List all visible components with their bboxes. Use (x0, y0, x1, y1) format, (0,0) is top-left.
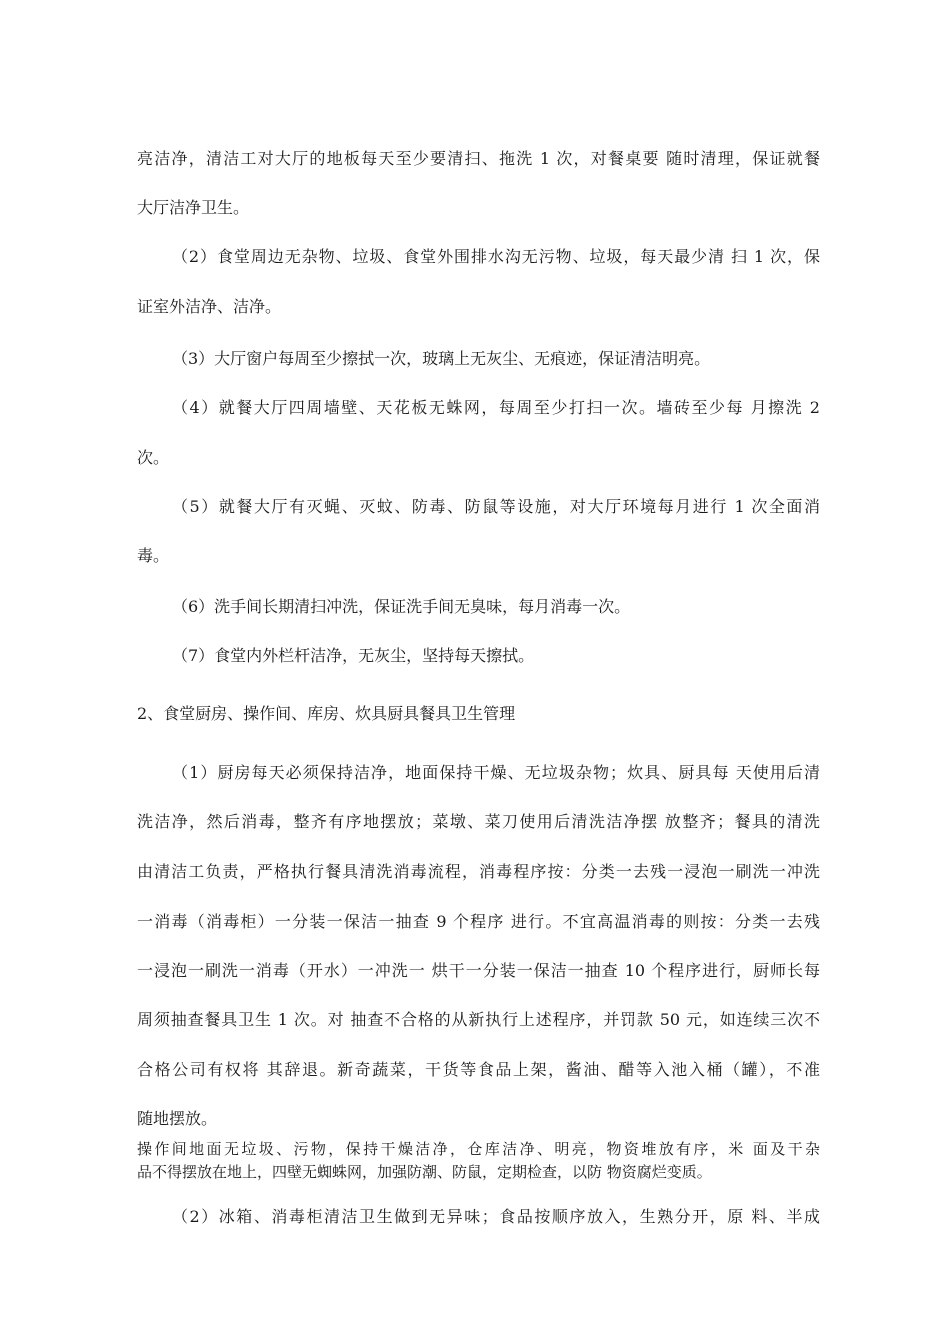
paragraph-line: （3）大厅窗户每周至少擦拭一次，玻璃上无灰尘、无痕迹，保证清洁明亮。 (172, 349, 711, 368)
paragraph-line: 随地摆放。 (137, 1109, 218, 1128)
paragraph-line: （2）食堂周边无杂物、垃圾、食堂外围排水沟无污物、垃圾，每天最少清 扫 1 次，保 (172, 247, 820, 266)
paragraph-line: 一消毒（消毒柜）一分装一保洁一抽查 9 个程序 进行。不宜高温消毒的则按：分类一去残 (137, 912, 820, 931)
paragraph-line: 毒。 (137, 546, 170, 565)
paragraph-line: 周须抽查餐具卫生 1 次。对 抽查不合格的从新执行上述程序，并罚款 50 元，如连续三次不 (137, 1010, 820, 1029)
paragraph-line: （7）食堂内外栏杆洁净，无灰尘，坚持每天擦拭。 (172, 646, 535, 665)
paragraph-line: 操作间地面无垃圾、污物，保持干燥洁净，仓库洁净、明亮，物资堆放有序，米 面及干杂 (137, 1140, 820, 1158)
paragraph-line: （6）洗手间长期清扫冲洗，保证洗手间无臭味，每月消毒一次。 (172, 597, 631, 616)
paragraph-line: 洗洁净，然后消毒，整齐有序地摆放；菜墩、菜刀使用后清洗洁净摆 放整齐；餐具的清洗 (137, 812, 820, 831)
section-heading: 2、食堂厨房、操作间、库房、炊具厨具餐具卫生管理 (137, 704, 516, 723)
paragraph-line: （1）厨房每天必须保持洁净，地面保持干燥、无垃圾杂物；炊具、厨具每 天使用后清 (172, 763, 820, 782)
paragraph-line: 品不得摆放在地上，四壁无蜘蛛网，加强防潮、防鼠，定期检查，以防 物资腐烂变质。 (137, 1163, 712, 1181)
paragraph-line: 一浸泡一刷洗一消毒（开水）一冲洗一 烘干一分装一保洁一抽查 10 个程序进行，厨师长每 (137, 961, 820, 980)
paragraph-line: 亮洁净，清洁工对大厅的地板每天至少要清扫、拖洗 1 次，对餐桌要 随时清理，保证就餐 (137, 149, 820, 168)
paragraph-line: （2）冰箱、消毒柜清洁卫生做到无异味；食品按顺序放入，生熟分开，原 料、半成 (172, 1207, 820, 1226)
paragraph-line: 合格公司有权将 其辞退。新奇蔬菜，干货等食品上架，酱油、醋等入池入桶（罐），不准 (137, 1060, 820, 1079)
paragraph-line: 次。 (137, 448, 170, 467)
paragraph-line: 由清洁工负责，严格执行餐具清洗消毒流程，消毒程序按：分类一去残一浸泡一刷洗一冲洗 (137, 862, 820, 881)
paragraph-line: （5）就餐大厅有灭蝇、灭蚊、防毒、防鼠等设施，对大厅环境每月进行 1 次全面消 (172, 497, 820, 516)
paragraph-line: （4）就餐大厅四周墙壁、天花板无蛛网，每周至少打扫一次。墙砖至少每 月擦洗 2 (172, 398, 820, 417)
paragraph-line: 大厅洁净卫生。 (137, 198, 250, 217)
paragraph-line: 证室外洁净、洁净。 (137, 297, 282, 316)
